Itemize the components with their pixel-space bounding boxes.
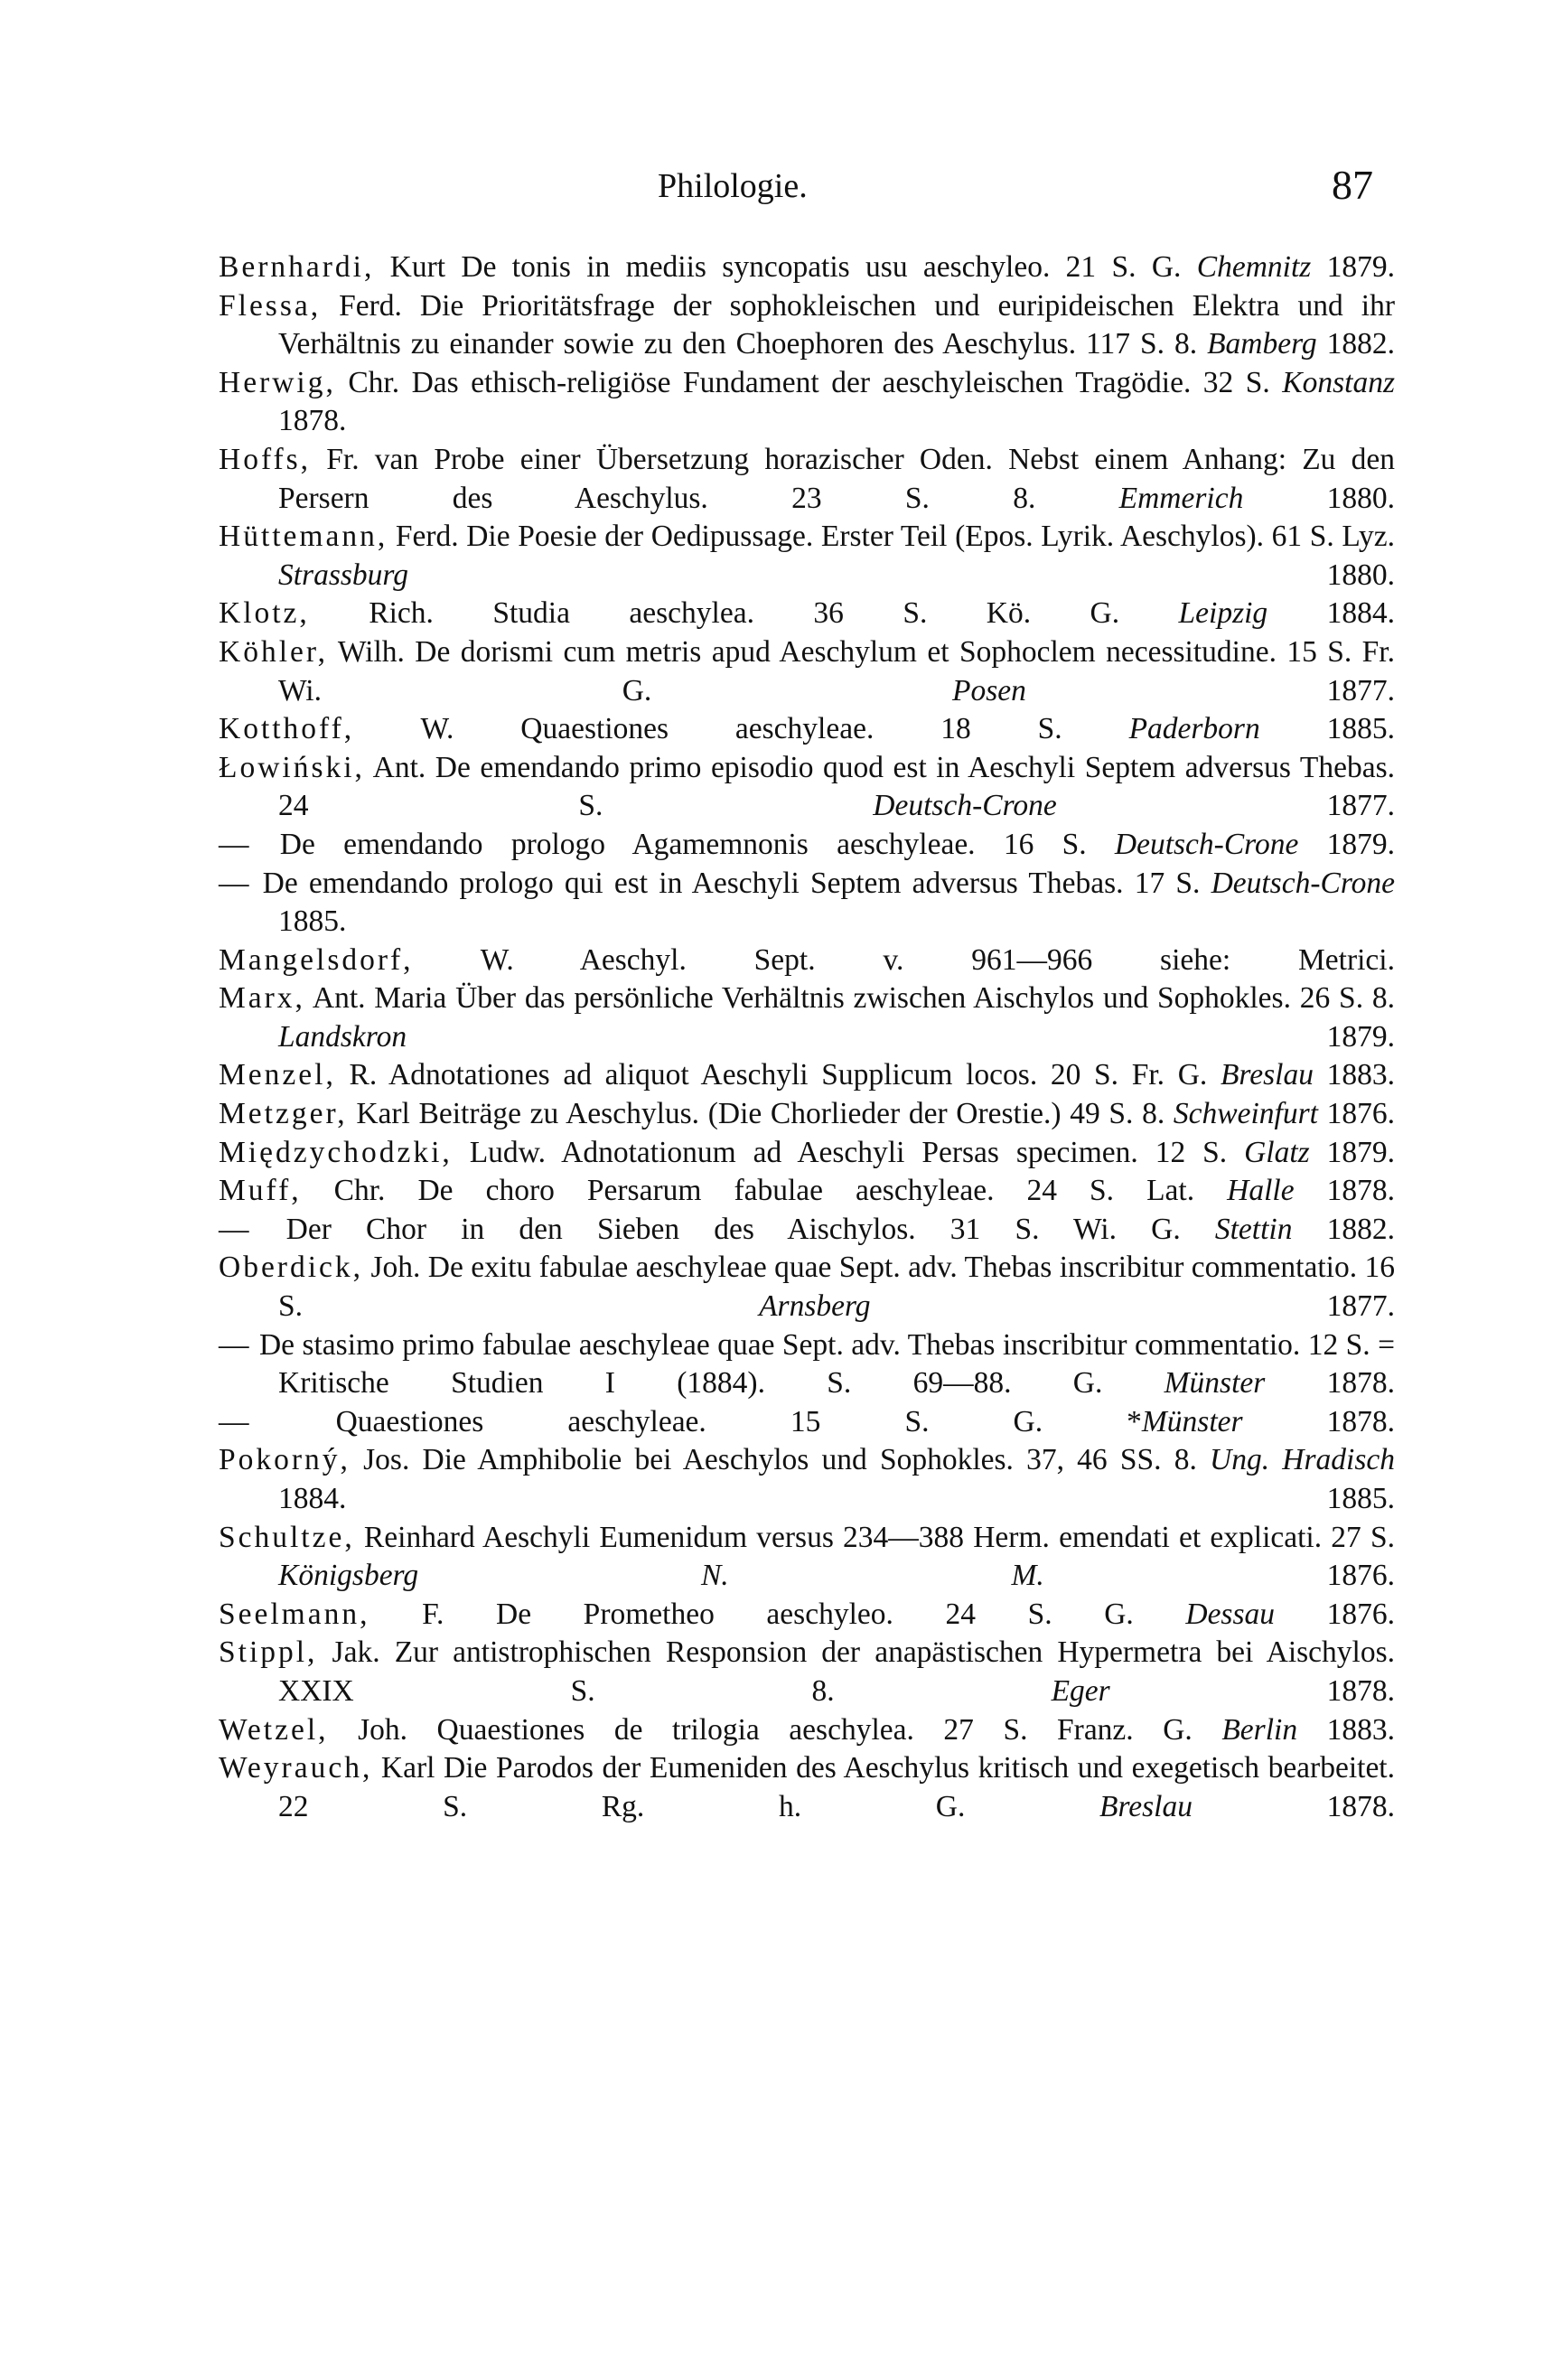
entry-text: R. Adnotationes ad aliquot Aeschyli Supplicum locos. 20 S. Fr. G. — [335, 1058, 1221, 1092]
entry-place: Leipzig — [1178, 596, 1268, 631]
bibliography-entry — [219, 1711, 1395, 1750]
entry-place: Eger — [1051, 1673, 1110, 1708]
entry-year: 1884. 1885. — [278, 1482, 1395, 1515]
entry-author: Köhler, — [219, 634, 329, 669]
entry-place: Landskron — [278, 1019, 407, 1054]
entry-place: Deutsch-Crone — [1114, 827, 1299, 861]
entry-place: Halle — [1227, 1174, 1295, 1208]
entry-place: Emmerich — [1118, 481, 1244, 515]
bibliography-entry — [219, 1749, 1395, 1826]
bibliography-entry — [219, 710, 1395, 749]
entry-author: — — [219, 1212, 252, 1246]
entry-place: Münster — [1164, 1366, 1266, 1401]
entry-text: Ludw. Adnotationum ad Aeschyli Persas specimen. 12 S. — [452, 1135, 1245, 1169]
entry-place: Münster — [1141, 1404, 1243, 1438]
entry-year: 1879. — [1309, 1135, 1395, 1169]
entry-text: Joh. De exitu fabulae aeschyleae quae Sept. adv. Thebas inscribitur commentatio. 16 S. — [278, 1251, 1395, 1324]
entry-place: Dessau — [1185, 1597, 1276, 1631]
entry-author: Menzel, — [219, 1058, 336, 1092]
entry-year: 1877. — [870, 1289, 1395, 1324]
entry-author: Seelmann, — [219, 1597, 370, 1631]
entry-year: 1880. — [407, 558, 1395, 592]
bibliography-entry — [219, 518, 1395, 595]
bibliography-entry — [219, 595, 1395, 633]
entry-year: 1878. — [1242, 1404, 1396, 1438]
entry-place: Stettin — [1214, 1212, 1293, 1246]
entry-author: Międzychodzki, — [219, 1135, 453, 1169]
entry-place: Breslau — [1099, 1789, 1193, 1823]
bibliography-entry — [219, 1134, 1395, 1173]
bibliography-entry — [219, 1519, 1395, 1596]
entry-text: Rich. Studia aeschylea. 36 S. Kö. G. — [309, 596, 1179, 631]
entry-text: Kurt De tonis in mediis syncopatis usu aeschyleo. 21 S. G. — [374, 250, 1197, 284]
entry-year: 1879. — [407, 1019, 1395, 1054]
entry-year: 1883. — [1313, 1058, 1396, 1092]
entry-author: Kotthoff, — [219, 712, 355, 746]
entry-text: Ant. Maria Über das persönliche Verhältnis zwischen Aischylos und Sophokles. 26 S. 8. — [304, 981, 1395, 1016]
entry-place: Ung. Hradisch — [1210, 1443, 1395, 1477]
bibliography-entry — [219, 248, 1395, 287]
entry-author: Klotz, — [219, 596, 310, 631]
entry-place: Berlin — [1221, 1712, 1298, 1747]
entry-author: Wetzel, — [219, 1712, 329, 1747]
bibliography-entry — [219, 1634, 1395, 1710]
bibliography-entry — [219, 826, 1395, 865]
entry-year: 1882. — [1316, 327, 1395, 361]
entry-year: 1880. — [1243, 481, 1396, 515]
entry-year: 1876. — [1275, 1597, 1395, 1631]
entry-place: Glatz — [1244, 1135, 1310, 1169]
entry-text: Reinhard Aeschyli Eumenidum versus 234—388 Herm. emendati et explicati. 27 S. — [354, 1520, 1395, 1554]
entry-place: Posen — [952, 673, 1026, 707]
entry-place: Königsberg N. M. — [278, 1559, 1044, 1593]
running-head-title: Philologie. — [658, 167, 808, 205]
entry-text: Wilh. De dorismi cum metris apud Aeschylum et Sophoclem necessitudine. 15 S. Fr. Wi. G. — [278, 634, 1395, 707]
entry-year: 1876. — [1317, 1097, 1396, 1131]
entry-text: Jos. Die Amphibolie bei Aeschylos und Sophokles. 37, 46 SS. 8. — [350, 1443, 1211, 1477]
bibliography-entry — [219, 942, 1395, 980]
entry-place: Chemnitz — [1196, 250, 1312, 284]
entry-year: 1877. — [1056, 789, 1395, 823]
entry-year: 1885. — [278, 904, 347, 939]
entry-text: W. Quaestiones aeschyleae. 18 S. — [354, 712, 1129, 746]
entry-text: Fr. van Probe einer Übersetzung horazischer Oden. Nebst einem Anhang: Zu den Persern des Aeschylus. 23 S. 8. — [278, 442, 1395, 515]
entry-text: Jak. Zur antistrophischen Responsion der anapästischen Hypermetra bei Aischylos. XXIX S. 8. — [278, 1635, 1395, 1708]
entry-author: — — [219, 827, 252, 861]
entry-text: Ant. De emendando primo episodio quod est in Aeschyli Septem adversus Thebas. 24 S. — [278, 750, 1395, 823]
entry-text: Ferd. Die Prioritätsfrage der sophokleischen und euripideischen Elektra und ihr Verhältnis zu einander sowie zu den Choephoren des Aeschylus. 117 S. 8. — [278, 288, 1395, 361]
entry-text: F. De Prometheo aeschyleo. 24 S. G. — [369, 1597, 1186, 1631]
entry-author: Herwig, — [219, 365, 336, 399]
bibliography-entry — [219, 1172, 1395, 1211]
entry-text: Karl Die Parodos der Eumeniden des Aeschylus kritisch und exegetisch bearbeitet. 22 S. Rg. h. G. — [278, 1751, 1395, 1823]
bibliography-entry — [219, 1211, 1395, 1250]
entry-year: 1879. — [1311, 250, 1395, 284]
entry-year: 1883. — [1297, 1712, 1396, 1747]
entry-text: Quaestiones aeschyleae. 15 S. G. * — [251, 1404, 1142, 1438]
entry-place: Bamberg — [1207, 327, 1317, 361]
bibliography-entry — [219, 1056, 1395, 1095]
entry-place: Konstanz — [1282, 365, 1395, 399]
entry-author: Bernhardi, — [219, 250, 375, 284]
bibliography-entry — [219, 1403, 1395, 1442]
entry-text: Ferd. Die Poesie der Oedipussage. Erster Teil (Epos. Lyrik. Aeschylos). 61 S. Lyz. — [388, 520, 1395, 554]
entry-text: De stasimo primo fabulae aeschyleae quae Sept. adv. Thebas inscribitur commentatio. 12 S. = Kritische Studien I (1884). S. 69—88. G. — [251, 1327, 1395, 1401]
entry-year: 1878. — [1294, 1174, 1395, 1208]
entry-author: Łowiński, — [219, 750, 365, 784]
entry-author: Mangelsdorf, — [219, 942, 414, 977]
entry-text: Der Chor in den Sieben des Aischylos. 31 S. Wi. G. — [251, 1212, 1215, 1246]
entry-author: Metzger, — [219, 1097, 348, 1131]
entry-year: 1885. — [1259, 712, 1395, 746]
entry-year: 1878. — [1265, 1366, 1396, 1401]
entry-author: Marx, — [219, 981, 305, 1016]
bibliography-entry — [219, 1441, 1395, 1518]
entry-author: Oberdick, — [219, 1251, 364, 1285]
bibliography-entry — [219, 1326, 1395, 1403]
entry-place: Schweinfurt — [1173, 1097, 1318, 1131]
entry-author: — — [219, 1327, 252, 1362]
entry-author: — — [219, 1404, 252, 1438]
bibliography-entry — [219, 1095, 1395, 1134]
bibliography-entry — [219, 441, 1395, 518]
bibliography-list — [219, 248, 1395, 1826]
entry-author: Hüttemann, — [219, 520, 388, 554]
entry-author: Muff, — [219, 1174, 302, 1208]
bibliography-entry — [219, 979, 1395, 1056]
entry-place: Deutsch-Crone — [873, 789, 1057, 823]
page-number: 87 — [1332, 162, 1373, 208]
bibliography-entry — [219, 865, 1395, 942]
bibliography-entry — [219, 287, 1395, 364]
entry-text: Chr. De choro Persarum fabulae aeschyleae. 24 S. Lat. — [301, 1174, 1228, 1208]
bibliography-entry — [219, 633, 1395, 710]
entry-place: Breslau — [1220, 1058, 1314, 1092]
entry-year: 1878. — [278, 404, 347, 438]
entry-author: Hoffs, — [219, 442, 312, 476]
bibliography-entry — [219, 1596, 1395, 1635]
entry-text: Karl Beiträge zu Aeschylus. (Die Chorlieder der Orestie.) 49 S. 8. — [347, 1097, 1174, 1131]
entry-author: Flessa, — [219, 288, 322, 323]
entry-author: Schultze, — [219, 1520, 355, 1554]
entry-author: Pokorný, — [219, 1443, 351, 1477]
entry-year: 1879. — [1298, 827, 1395, 861]
entry-text: De emendando prologo qui est in Aeschyli Septem adversus Thebas. 17 S. — [251, 866, 1211, 900]
entry-place: Paderborn — [1128, 712, 1260, 746]
entry-place: Strassburg — [278, 558, 408, 592]
entry-text: Joh. Quaestiones de trilogia aeschylea. 27 S. Franz. G. — [328, 1712, 1222, 1747]
bibliography-entry — [219, 749, 1395, 826]
entry-year: 1882. — [1292, 1212, 1396, 1246]
entry-author: Weyrauch, — [219, 1751, 373, 1785]
entry-author: Stippl, — [219, 1635, 318, 1670]
entry-place: Arnsberg — [759, 1289, 871, 1324]
entry-place: Deutsch-Crone — [1211, 866, 1395, 900]
bibliography-entry — [219, 364, 1395, 441]
entry-text: W. Aeschyl. Sept. v. 961—966 siehe: Metrici. — [413, 942, 1395, 977]
entry-year: 1878. — [1109, 1673, 1395, 1708]
entry-text: Chr. Das ethisch-religiöse Fundament der aeschyleischen Tragödie. 32 S. — [335, 365, 1283, 399]
entry-year: 1884. — [1267, 596, 1395, 631]
entry-year: 1877. — [1025, 673, 1396, 707]
entry-year: 1876. — [1043, 1559, 1395, 1593]
entry-text: De emendando prologo Agamemnonis aeschyleae. 16 S. — [251, 827, 1115, 861]
bibliography-entry — [219, 1249, 1395, 1326]
entry-author: — — [219, 866, 252, 900]
entry-year: 1878. — [1192, 1789, 1396, 1823]
